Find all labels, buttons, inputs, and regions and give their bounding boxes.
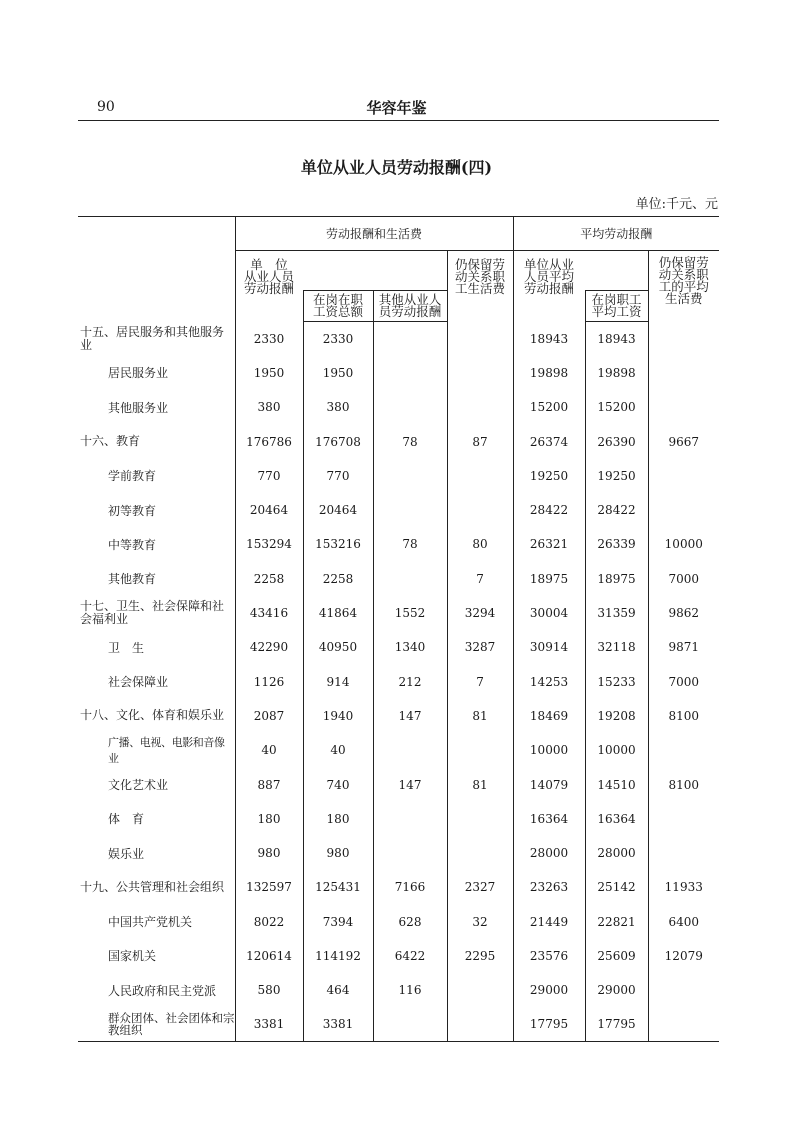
cell: 212 bbox=[373, 664, 447, 698]
cell: 1340 bbox=[373, 630, 447, 664]
cell: 887 bbox=[235, 767, 303, 801]
cell: 9871 bbox=[648, 630, 719, 664]
table-row bbox=[78, 699, 719, 733]
cell: 2087 bbox=[235, 699, 303, 733]
table-row bbox=[78, 390, 719, 424]
cell: 18943 bbox=[513, 322, 585, 356]
table-row bbox=[78, 664, 719, 698]
cell: 8100 bbox=[648, 699, 719, 733]
unit-label: 单位:千元、元 bbox=[635, 197, 718, 212]
cell: 41864 bbox=[303, 596, 373, 630]
table-row bbox=[78, 973, 719, 1007]
cell: 3381 bbox=[235, 1007, 303, 1041]
cell: 6400 bbox=[648, 905, 719, 939]
row-label: 十九、公共管理和社会组织 bbox=[80, 879, 225, 894]
row-label: 其他教育 bbox=[108, 572, 157, 587]
cell: 153216 bbox=[303, 527, 373, 561]
cell bbox=[373, 493, 447, 527]
cell: 20464 bbox=[303, 493, 373, 527]
cell: 32118 bbox=[585, 630, 648, 664]
cell: 15200 bbox=[585, 390, 648, 424]
cell: 176708 bbox=[303, 424, 373, 458]
col-avg-retained-living-label: 仍保留劳 动关系职 工的平均 生活费 bbox=[658, 255, 709, 306]
cell: 28422 bbox=[585, 493, 648, 527]
cell bbox=[648, 973, 719, 1007]
col-avg-compensation bbox=[513, 251, 585, 322]
cell: 147 bbox=[373, 699, 447, 733]
cell: 580 bbox=[235, 973, 303, 1007]
cell: 19250 bbox=[513, 459, 585, 493]
cell: 20464 bbox=[235, 493, 303, 527]
subgroup-spacer bbox=[303, 251, 447, 291]
cell: 125431 bbox=[303, 870, 373, 904]
group-header-compensation: 劳动报酬和生活费 bbox=[235, 217, 513, 251]
cell: 40 bbox=[303, 733, 373, 767]
table-row bbox=[78, 802, 719, 836]
header-rule bbox=[78, 120, 719, 121]
cell: 14079 bbox=[513, 767, 585, 801]
col-other-compensation-label: 其他从业人 员劳动报酬 bbox=[378, 292, 442, 319]
cell bbox=[373, 459, 447, 493]
table-row bbox=[78, 836, 719, 870]
cell bbox=[447, 459, 513, 493]
cell: 9667 bbox=[648, 424, 719, 458]
row-label: 十五、居民服务和其他服务业 bbox=[80, 324, 225, 352]
cell: 153294 bbox=[235, 527, 303, 561]
cell: 15233 bbox=[585, 664, 648, 698]
row-label: 其他服务业 bbox=[108, 400, 169, 415]
compensation-table bbox=[78, 216, 719, 1042]
cell: 8100 bbox=[648, 767, 719, 801]
cell: 770 bbox=[235, 459, 303, 493]
row-label: 群众团体、社会团体和宗教组织 bbox=[78, 1007, 235, 1041]
cell bbox=[373, 562, 447, 596]
cell: 18975 bbox=[585, 562, 648, 596]
col-avg-compensation-label: 单位从业 人员平均 劳动报酬 bbox=[524, 257, 575, 296]
cell: 22821 bbox=[585, 905, 648, 939]
cell: 1126 bbox=[235, 664, 303, 698]
row-label: 中等教育 bbox=[108, 537, 157, 552]
cell: 114192 bbox=[303, 939, 373, 973]
cell bbox=[648, 493, 719, 527]
cell: 10000 bbox=[513, 733, 585, 767]
col-avg-wage-label: 在岗职工 平均工资 bbox=[591, 292, 642, 319]
col-onpost-wages-label: 在岗在职 工资总额 bbox=[312, 292, 363, 319]
page-number: 90 bbox=[97, 99, 115, 115]
cell: 14510 bbox=[585, 767, 648, 801]
col-unit-compensation bbox=[235, 251, 303, 322]
cell: 19208 bbox=[585, 699, 648, 733]
cell: 19898 bbox=[585, 356, 648, 390]
cell: 120614 bbox=[235, 939, 303, 973]
col-avg-retained-living bbox=[648, 251, 719, 322]
cell: 81 bbox=[447, 699, 513, 733]
cell: 21449 bbox=[513, 905, 585, 939]
cell bbox=[648, 836, 719, 870]
row-label: 初等教育 bbox=[108, 503, 157, 518]
cell bbox=[373, 1007, 447, 1041]
cell: 23576 bbox=[513, 939, 585, 973]
cell: 19250 bbox=[585, 459, 648, 493]
row-label: 卫 生 bbox=[108, 640, 145, 655]
col-onpost-wages bbox=[303, 291, 373, 322]
cell: 770 bbox=[303, 459, 373, 493]
cell: 380 bbox=[235, 390, 303, 424]
cell: 80 bbox=[447, 527, 513, 561]
table-row bbox=[78, 596, 719, 630]
table-row bbox=[78, 733, 719, 767]
row-label: 广播、电视、电影和音像业 bbox=[108, 736, 225, 766]
row-label: 国家机关 bbox=[108, 949, 157, 964]
row-label: 娱乐业 bbox=[108, 846, 145, 861]
cell: 26374 bbox=[513, 424, 585, 458]
cell: 16364 bbox=[513, 802, 585, 836]
cell: 40 bbox=[235, 733, 303, 767]
cell bbox=[447, 836, 513, 870]
col-retained-living-label: 仍保留劳 动关系职 工生活费 bbox=[455, 257, 506, 296]
cell: 30004 bbox=[513, 596, 585, 630]
cell: 1950 bbox=[235, 356, 303, 390]
table-row bbox=[78, 356, 719, 390]
cell: 9862 bbox=[648, 596, 719, 630]
col-other-compensation bbox=[373, 291, 447, 322]
cell: 380 bbox=[303, 390, 373, 424]
cell: 740 bbox=[303, 767, 373, 801]
cell: 147 bbox=[373, 767, 447, 801]
cell: 7000 bbox=[648, 664, 719, 698]
cell: 10000 bbox=[585, 733, 648, 767]
cell bbox=[648, 356, 719, 390]
cell: 3381 bbox=[303, 1007, 373, 1041]
cell bbox=[447, 390, 513, 424]
cell: 14253 bbox=[513, 664, 585, 698]
cell: 16364 bbox=[585, 802, 648, 836]
cell: 2330 bbox=[303, 322, 373, 356]
table-row bbox=[78, 939, 719, 973]
row-label: 十六、教育 bbox=[80, 434, 141, 449]
cell: 7166 bbox=[373, 870, 447, 904]
cell: 12079 bbox=[648, 939, 719, 973]
row-label: 社会保障业 bbox=[108, 675, 169, 690]
cell: 17795 bbox=[513, 1007, 585, 1041]
cell: 3294 bbox=[447, 596, 513, 630]
cell bbox=[447, 1007, 513, 1041]
cell bbox=[373, 356, 447, 390]
cell: 980 bbox=[303, 836, 373, 870]
cell: 78 bbox=[373, 424, 447, 458]
row-label: 学前教育 bbox=[108, 469, 157, 484]
cell: 28000 bbox=[513, 836, 585, 870]
cell: 23263 bbox=[513, 870, 585, 904]
cell: 26321 bbox=[513, 527, 585, 561]
cell: 7000 bbox=[648, 562, 719, 596]
cell: 1940 bbox=[303, 699, 373, 733]
book-title: 华容年鉴 bbox=[366, 99, 427, 117]
row-label: 中国共产党机关 bbox=[108, 915, 193, 930]
cell: 17795 bbox=[585, 1007, 648, 1041]
cell bbox=[447, 493, 513, 527]
cell bbox=[648, 390, 719, 424]
table-row bbox=[78, 1007, 719, 1041]
cell: 78 bbox=[373, 527, 447, 561]
cell bbox=[373, 322, 447, 356]
cell: 7 bbox=[447, 664, 513, 698]
cell bbox=[648, 322, 719, 356]
cell bbox=[373, 802, 447, 836]
table-row bbox=[78, 767, 719, 801]
cell bbox=[373, 836, 447, 870]
table-row bbox=[78, 459, 719, 493]
table-title: 单位从业人员劳动报酬(四) bbox=[300, 158, 493, 177]
cell: 87 bbox=[447, 424, 513, 458]
cell: 180 bbox=[235, 802, 303, 836]
table-row bbox=[78, 630, 719, 664]
cell: 628 bbox=[373, 905, 447, 939]
cell bbox=[648, 1007, 719, 1041]
cell: 7 bbox=[447, 562, 513, 596]
cell bbox=[447, 322, 513, 356]
cell: 2258 bbox=[235, 562, 303, 596]
cell: 980 bbox=[235, 836, 303, 870]
cell: 464 bbox=[303, 973, 373, 1007]
cell bbox=[447, 973, 513, 1007]
cell: 30914 bbox=[513, 630, 585, 664]
cell bbox=[447, 802, 513, 836]
cell: 19898 bbox=[513, 356, 585, 390]
cell: 132597 bbox=[235, 870, 303, 904]
cell: 28000 bbox=[585, 836, 648, 870]
cell: 29000 bbox=[513, 973, 585, 1007]
cell: 81 bbox=[447, 767, 513, 801]
cell: 28422 bbox=[513, 493, 585, 527]
cell: 2295 bbox=[447, 939, 513, 973]
table-row bbox=[78, 424, 719, 458]
table-row bbox=[78, 493, 719, 527]
row-label: 居民服务业 bbox=[108, 366, 169, 381]
cell: 42290 bbox=[235, 630, 303, 664]
table-row bbox=[78, 527, 719, 561]
cell: 116 bbox=[373, 973, 447, 1007]
row-label: 文化艺术业 bbox=[108, 778, 169, 792]
table-row bbox=[78, 905, 719, 939]
cell: 6422 bbox=[373, 939, 447, 973]
cell: 2258 bbox=[303, 562, 373, 596]
cell: 15200 bbox=[513, 390, 585, 424]
cell bbox=[373, 733, 447, 767]
cell: 7394 bbox=[303, 905, 373, 939]
cell: 8022 bbox=[235, 905, 303, 939]
cell: 26390 bbox=[585, 424, 648, 458]
cell: 25142 bbox=[585, 870, 648, 904]
cell: 29000 bbox=[585, 973, 648, 1007]
cell: 10000 bbox=[648, 527, 719, 561]
cell: 31359 bbox=[585, 596, 648, 630]
row-label: 体 育 bbox=[108, 812, 145, 827]
col-avg-wage bbox=[585, 291, 648, 322]
cell: 176786 bbox=[235, 424, 303, 458]
cell bbox=[648, 459, 719, 493]
stub-header bbox=[78, 217, 235, 322]
cell: 180 bbox=[303, 802, 373, 836]
cell: 32 bbox=[447, 905, 513, 939]
cell: 40950 bbox=[303, 630, 373, 664]
table-row bbox=[78, 562, 719, 596]
cell: 1552 bbox=[373, 596, 447, 630]
row-label: 十七、卫生、社会保障和社会福利业 bbox=[80, 599, 225, 627]
row-label: 十八、文化、体育和娱乐业 bbox=[80, 708, 225, 723]
table-row bbox=[78, 322, 719, 356]
cell: 18469 bbox=[513, 699, 585, 733]
cell: 25609 bbox=[585, 939, 648, 973]
row-label: 人民政府和民主党派 bbox=[108, 983, 217, 998]
cell: 43416 bbox=[235, 596, 303, 630]
subgroup-spacer-2 bbox=[585, 251, 648, 291]
cell: 26339 bbox=[585, 527, 648, 561]
cell bbox=[447, 733, 513, 767]
cell: 914 bbox=[303, 664, 373, 698]
cell: 11933 bbox=[648, 870, 719, 904]
cell: 18975 bbox=[513, 562, 585, 596]
cell bbox=[373, 390, 447, 424]
table-row bbox=[78, 870, 719, 904]
group-header-average: 平均劳动报酬 bbox=[513, 217, 719, 251]
cell: 2330 bbox=[235, 322, 303, 356]
cell: 3287 bbox=[447, 630, 513, 664]
cell bbox=[648, 802, 719, 836]
cell: 2327 bbox=[447, 870, 513, 904]
cell bbox=[447, 356, 513, 390]
cell bbox=[648, 733, 719, 767]
cell: 18943 bbox=[585, 322, 648, 356]
col-retained-living bbox=[447, 251, 513, 322]
col-unit-compensation-label: 单 位 从业人员 劳动报酬 bbox=[243, 257, 294, 296]
cell: 1950 bbox=[303, 356, 373, 390]
